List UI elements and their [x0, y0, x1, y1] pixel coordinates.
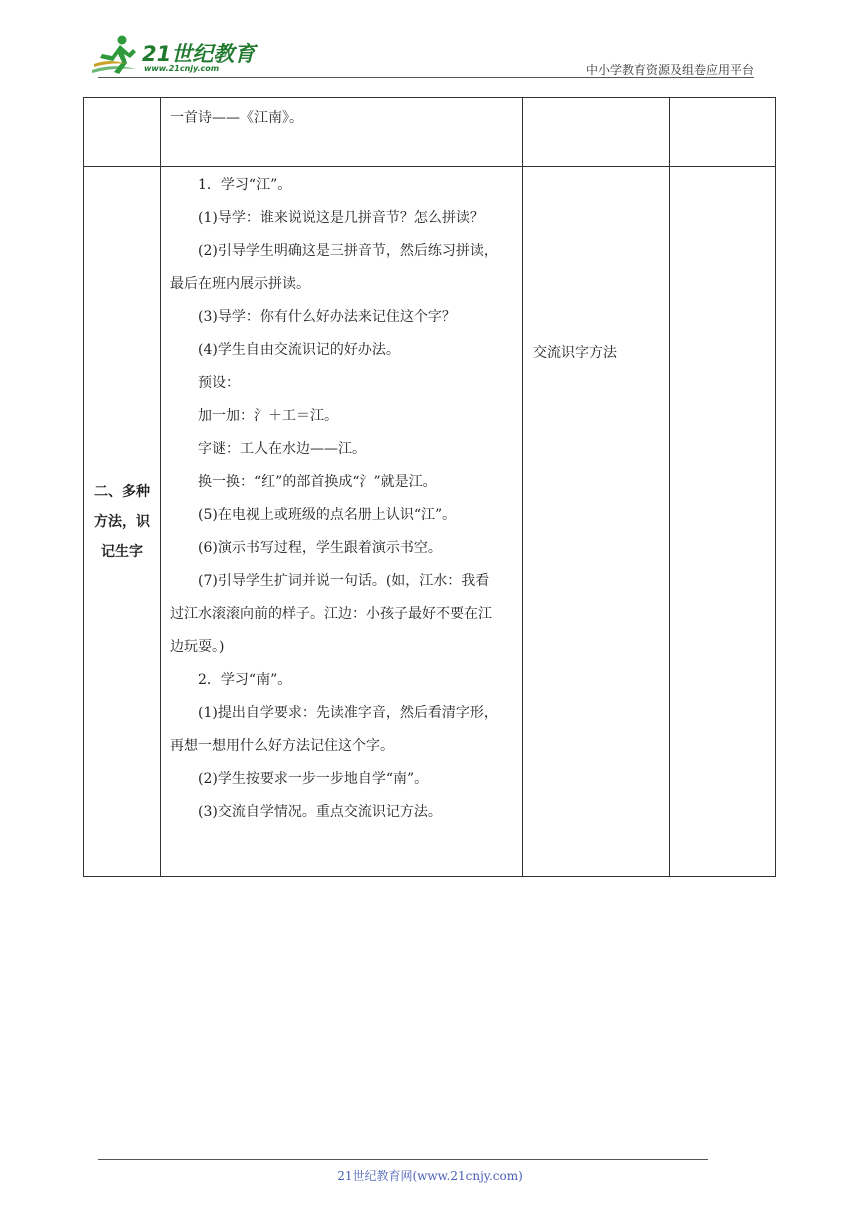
table-row — [84, 98, 776, 167]
content-line: 边玩耍。) — [170, 639, 225, 655]
content-line: (4)学生自由交流识记的好办法。 — [198, 342, 400, 358]
notes-cell — [670, 98, 776, 167]
content-line: (3)导学：你有什么好办法来记住这个字？ — [198, 309, 456, 325]
footer-link[interactable]: 21世纪教育网(www.21cnjy.com) — [337, 1169, 523, 1183]
content-line: 过江水滚滚向前的样子。江边：小孩子最好不要在江 — [170, 606, 492, 622]
section-cell — [84, 98, 161, 167]
content-line: (3)交流自学情况。重点交流识记方法。 — [198, 804, 442, 820]
content-line: (5)在电视上或班级的点名册上认识“江”。 — [198, 507, 457, 523]
content-cell — [161, 98, 523, 167]
content-line: (1)导学：谁来说说这是几拼音节？怎么拼读？ — [198, 210, 484, 226]
content-line: 1．学习“江”。 — [198, 177, 292, 193]
page-header — [0, 0, 860, 80]
method-text: 交流识字方法 — [533, 345, 617, 361]
content-line: 再想一想用什么好方法记住这个字。 — [170, 738, 394, 754]
section-title: 二、多种方法，识记生字 — [94, 483, 150, 560]
logo-url: www.21cnjy.com — [144, 64, 220, 73]
content-line: 最后在班内展示拼读。 — [170, 276, 310, 292]
platform-name: 中小学教育资源及组卷应用平台 — [585, 63, 754, 77]
section-cell — [84, 167, 161, 877]
content-line: 2．学习“南”。 — [198, 672, 292, 688]
content-line: 加一加：氵＋工＝江。 — [198, 408, 338, 424]
runner-icon — [92, 34, 142, 76]
content-line: 预设： — [198, 375, 240, 391]
method-cell — [523, 167, 670, 877]
footer-divider — [98, 1159, 708, 1160]
method-cell — [523, 98, 670, 167]
content-line: 一首诗——《江南》。 — [170, 110, 303, 126]
table-row — [84, 167, 776, 877]
content-line: (1)提出自学要求：先读准字音，然后看清字形， — [198, 705, 498, 721]
content-line: (2)学生按要求一步一步地自学“南”。 — [198, 771, 429, 787]
lesson-table — [83, 97, 776, 877]
content-line: (6)演示书写过程，学生跟着演示书空。 — [198, 540, 442, 556]
content-line: (7)引导学生扩词并说一句话。(如，江水：我看 — [198, 573, 490, 589]
content-line: 换一换：“红”的部首换成“氵”就是江。 — [198, 474, 437, 490]
content-line: (2)引导学生明确这是三拼音节，然后练习拼读， — [198, 243, 498, 259]
content-cell — [161, 167, 523, 877]
site-logo[interactable] — [92, 34, 262, 76]
logo-text: 21世纪教育 — [142, 42, 256, 66]
notes-cell — [670, 167, 776, 877]
content-line: 字谜：工人在水边——江。 — [198, 441, 366, 457]
header-divider — [98, 77, 754, 78]
